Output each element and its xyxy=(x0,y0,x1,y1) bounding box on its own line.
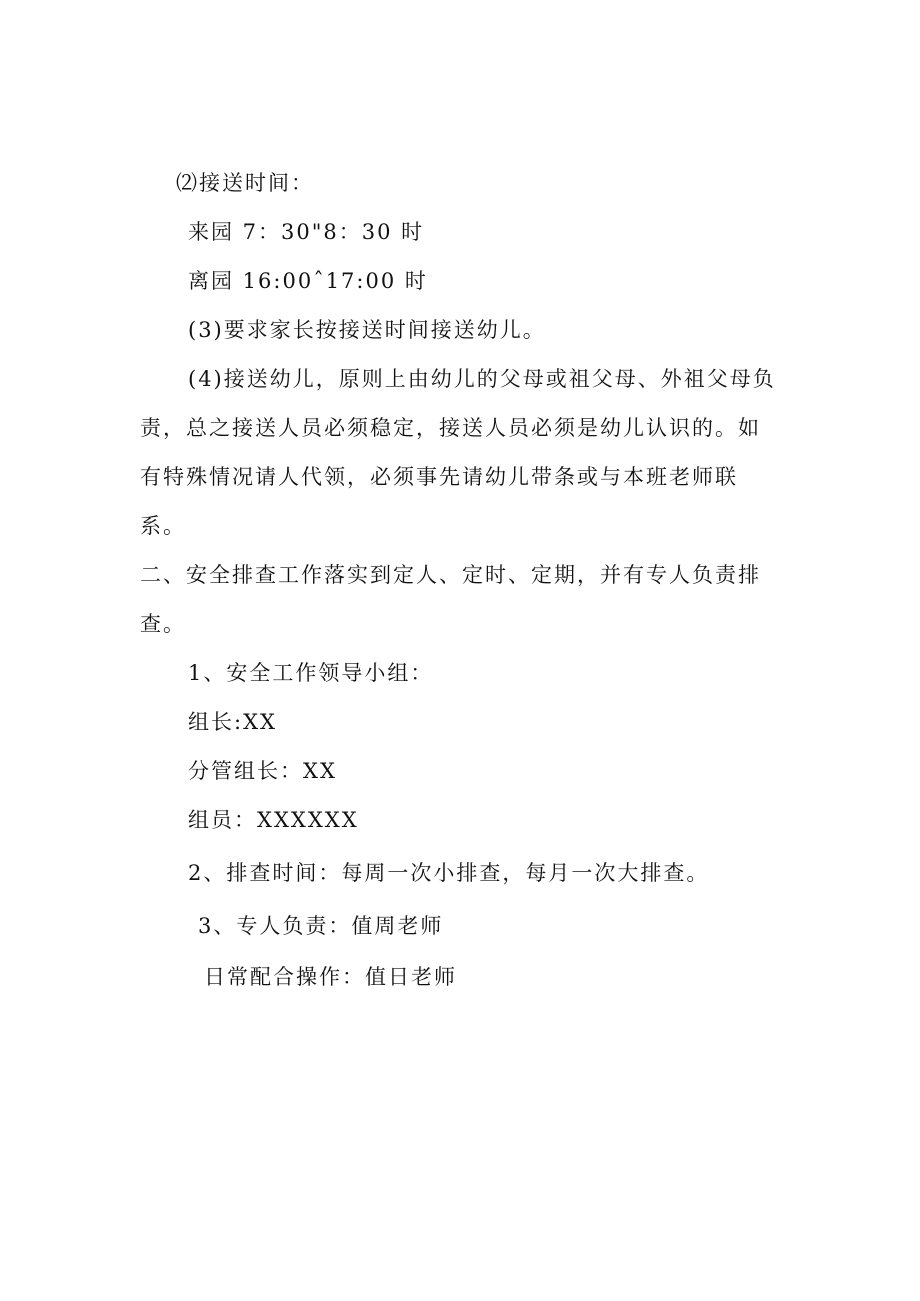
line-pickup-rule-4: 系。 xyxy=(140,514,186,538)
line-pickup-rule-2: 责，总之接送人员必须稳定，接送人员必须是幼儿认识的。如 xyxy=(140,416,761,440)
line-pickup-rule-3: 有特殊情况请人代领，必须事先请幼儿带条或与本班老师联 xyxy=(140,465,738,489)
line-group-leader: 组长:XX xyxy=(188,710,277,734)
line-responsible-person: 3、专人负责：值周老师 xyxy=(198,914,444,938)
line-departure-time: 离园 16:00ˆ17:00 时 xyxy=(188,269,428,293)
line-safety-check-heading-2: 查。 xyxy=(140,612,186,636)
line-parent-requirement: (3)要求家长按接送时间接送幼儿。 xyxy=(188,318,546,342)
line-arrival-time: 来园 7：30"8：30 时 xyxy=(188,220,425,244)
line-leadership-group: 1、安全工作领导小组： xyxy=(188,661,434,685)
line-pickup-time-heading: ⑵接送时间： xyxy=(176,171,314,195)
line-pickup-rule-1: (4)接送幼儿，原则上由幼儿的父母或祖父母、外祖父母负 xyxy=(188,367,776,391)
line-safety-check-heading-1: 二、安全排查工作落实到定人、定时、定期，并有专人负责排 xyxy=(140,563,761,587)
line-check-schedule: 2、排查时间：每周一次小排查，每月一次大排查。 xyxy=(188,861,710,885)
line-group-members: 组员：XXXXXX xyxy=(188,808,359,832)
line-daily-cooperation: 日常配合操作：值日老师 xyxy=(204,965,457,989)
line-deputy-leader: 分管组长：XX xyxy=(188,759,337,783)
